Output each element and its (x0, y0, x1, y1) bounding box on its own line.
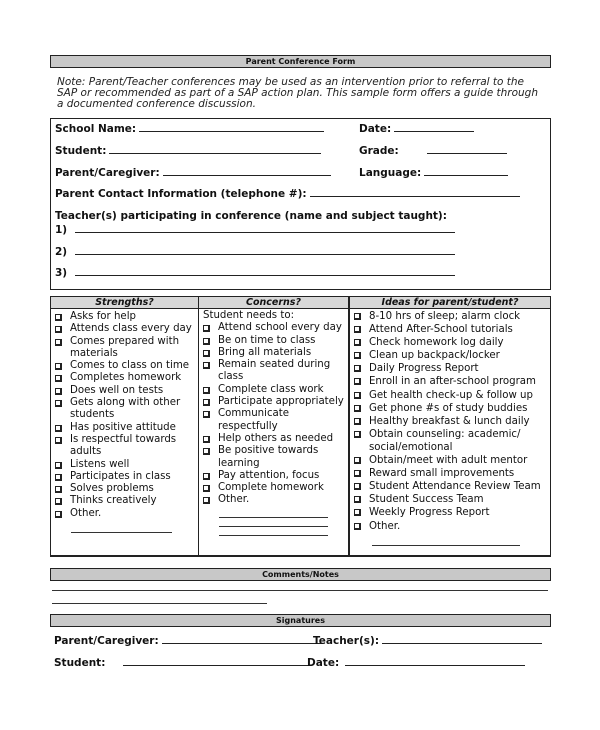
concerns-item[interactable] (203, 482, 348, 494)
checkbox-icon[interactable] (55, 400, 62, 407)
concerns-item[interactable] (203, 433, 348, 445)
item-label: Complete class work (218, 383, 324, 395)
checkbox-icon[interactable] (55, 326, 62, 333)
student-field[interactable] (55, 145, 321, 157)
label: Grade: (359, 145, 399, 157)
concerns-item[interactable] (203, 470, 348, 482)
ideas-item[interactable] (354, 336, 550, 349)
ideas-column (350, 297, 550, 555)
strengths-item[interactable] (55, 434, 198, 459)
checkbox-icon[interactable] (203, 411, 210, 418)
checkbox-icon[interactable] (55, 363, 62, 370)
school-name-field[interactable] (55, 123, 324, 135)
item-label: Get health check-up & follow up (369, 389, 533, 401)
comment-line[interactable] (52, 590, 548, 591)
item-label: Weekly Progress Report (369, 507, 490, 519)
teacher-signature-field[interactable] (313, 635, 542, 647)
checkbox-icon[interactable] (55, 425, 62, 432)
teacher-1-field[interactable] (55, 224, 455, 236)
item-label: Student Success Team (369, 494, 484, 506)
strengths-header: Strengths? (51, 297, 198, 309)
checkbox-icon[interactable] (55, 498, 62, 505)
ideas-item[interactable] (354, 349, 550, 362)
item-label: Healthy breakfast & lunch daily (369, 415, 530, 427)
checkbox-icon[interactable] (203, 338, 210, 345)
label: Student: (55, 145, 107, 157)
item-label: Other. (369, 520, 401, 532)
strengths-item[interactable] (55, 372, 198, 384)
strengths-column (51, 297, 199, 555)
item-label: Help others as needed (218, 432, 334, 444)
item-label: Solves problems (70, 483, 154, 495)
strengths-item[interactable] (55, 397, 198, 422)
item-label: Be positive towards learning (218, 445, 319, 469)
ideas-item[interactable] (354, 428, 550, 454)
parent-field[interactable] (55, 167, 331, 179)
label: Parent/Caregiver: (54, 635, 159, 647)
label: Parent/Caregiver: (55, 167, 160, 179)
checkbox-icon[interactable] (55, 314, 62, 321)
checkbox-icon[interactable] (354, 523, 361, 530)
label: Language: (359, 167, 422, 179)
checkbox-icon[interactable] (55, 388, 62, 395)
concerns-item[interactable] (203, 384, 348, 396)
item-label: Enroll in an after-school program (369, 376, 536, 388)
form-title: Parent Conference Form (50, 55, 551, 68)
checkbox-icon[interactable] (203, 387, 210, 394)
checkbox-icon[interactable] (354, 365, 361, 372)
ideas-item[interactable] (354, 402, 550, 415)
item-label: Be on time to class (218, 334, 316, 346)
concerns-item[interactable] (203, 347, 348, 359)
label: Date: (359, 123, 392, 135)
teachers-label: Teacher(s) participating in conference (name and subject taught): (55, 210, 447, 222)
teacher-2-field[interactable] (55, 246, 455, 258)
strengths-item[interactable] (55, 360, 198, 372)
checkbox-icon[interactable] (354, 326, 361, 333)
concerns-intro: Student needs to: (203, 310, 295, 321)
concerns-item[interactable] (203, 359, 348, 384)
item-label: Completes homework (70, 372, 182, 384)
item-label: Pay attention, focus (218, 469, 320, 481)
language-field[interactable] (359, 167, 508, 179)
date-field[interactable] (359, 123, 474, 135)
item-label: Communicate respectfully (218, 408, 290, 432)
strengths-item[interactable] (55, 323, 198, 335)
ideas-item[interactable] (354, 467, 550, 480)
item-label: Student Attendance Review Team (369, 481, 541, 493)
item-label: Comes prepared with materials (70, 335, 180, 359)
checkbox-icon[interactable] (203, 473, 210, 480)
item-label: Comes to class on time (70, 360, 190, 372)
item-label: Remain seated during class (218, 359, 331, 383)
label: Teacher(s): (313, 635, 380, 647)
label: Parent Contact Information (telephone #): (55, 188, 307, 200)
label: Date: (307, 657, 340, 669)
concerns-column (199, 297, 350, 555)
checkbox-icon[interactable] (55, 474, 62, 481)
checkbox-icon[interactable] (354, 483, 361, 490)
item-label: Attends class every day (70, 323, 192, 335)
item-label: Is respectful towards adults (70, 433, 177, 458)
ideas-item[interactable] (354, 506, 550, 519)
checklist-section (50, 296, 551, 557)
checkbox-icon[interactable] (203, 325, 210, 332)
checkbox-icon[interactable] (354, 496, 361, 503)
item-label: Get phone #s of study buddies (369, 402, 528, 414)
item-label: 8-10 hrs of sleep; alarm clock (369, 311, 521, 322)
item-label: Gets along with other students (70, 397, 181, 421)
ideas-item[interactable] (354, 520, 550, 533)
item-label: Does well on tests (70, 384, 164, 396)
checkbox-icon[interactable] (203, 485, 210, 492)
label: 1) (55, 224, 68, 236)
ideas-item[interactable] (354, 323, 550, 336)
label: 3) (55, 267, 68, 279)
comment-line[interactable] (52, 603, 267, 604)
checkbox-icon[interactable] (203, 399, 210, 406)
note-text: Note: Parent/Teacher conferences may be used as an intervention prior to referral to the SAP or recommended as part of a SAP action plan. This sample form offers a guide through a documented conference discussion. (57, 76, 538, 110)
item-label: Clean up backpack/locker (369, 350, 500, 362)
checkbox-icon[interactable] (354, 405, 361, 412)
checkbox-icon[interactable] (55, 339, 62, 346)
strengths-item[interactable] (55, 422, 198, 434)
item-label: Obtain counseling: academic/ social/emotional (369, 428, 521, 453)
strengths-item[interactable] (55, 483, 198, 495)
concerns-item[interactable] (203, 322, 348, 334)
checkbox-icon[interactable] (203, 350, 210, 357)
item-label: Listens well (70, 458, 130, 470)
label: 2) (55, 246, 68, 258)
checkbox-icon[interactable] (203, 436, 210, 443)
item-label: Obtain/meet with adult mentor (369, 455, 528, 467)
item-label: Asks for help (70, 311, 136, 322)
teacher-3-field[interactable] (55, 267, 455, 279)
comments-header: Comments/Notes (50, 568, 551, 581)
checkbox-icon[interactable] (55, 511, 62, 518)
checkbox-icon[interactable] (55, 486, 62, 493)
checkbox-icon[interactable] (354, 431, 361, 438)
signatures-header: Signatures (50, 614, 551, 627)
signature-date-field[interactable] (307, 657, 525, 669)
label: Student: (54, 657, 106, 669)
ideas-item[interactable] (354, 375, 550, 388)
concerns-item[interactable] (203, 445, 348, 470)
checkbox-icon[interactable] (55, 375, 62, 382)
checkbox-icon[interactable] (55, 437, 62, 444)
ideas-header: Ideas for parent/student? (350, 297, 550, 309)
item-label: Attend school every day (218, 322, 342, 334)
ideas-item[interactable] (354, 480, 550, 493)
checkbox-icon[interactable] (354, 418, 361, 425)
strengths-item[interactable] (55, 495, 198, 507)
checkbox-icon[interactable] (354, 392, 361, 399)
item-label: Thinks creatively (70, 495, 157, 507)
item-label: Other. (218, 494, 250, 506)
parent-signature-field[interactable] (54, 635, 322, 647)
ideas-item[interactable] (354, 389, 550, 402)
contact-field[interactable] (55, 188, 520, 200)
checkbox-icon[interactable] (203, 362, 210, 369)
checkbox-icon[interactable] (354, 313, 361, 320)
checkbox-icon[interactable] (354, 352, 361, 359)
checkbox-icon[interactable] (55, 462, 62, 469)
ideas-item[interactable] (354, 310, 550, 323)
item-label: Attend After-School tutorials (369, 324, 513, 336)
checkbox-icon[interactable] (354, 509, 361, 516)
info-section (50, 118, 551, 290)
concerns-header: Concerns? (199, 297, 348, 309)
item-label: Other. (70, 507, 102, 519)
item-label: Daily Progress Report (369, 363, 479, 375)
student-signature-field[interactable] (54, 657, 308, 669)
grade-field[interactable] (359, 145, 507, 157)
ideas-item[interactable] (354, 362, 550, 375)
ideas-item[interactable] (354, 454, 550, 467)
ideas-item[interactable] (354, 415, 550, 428)
item-label: Bring all materials (218, 346, 312, 358)
item-label: Reward small improvements (369, 468, 515, 480)
strengths-item[interactable] (55, 385, 198, 397)
item-label: Complete homework (218, 482, 324, 494)
strengths-item[interactable] (55, 508, 198, 520)
item-label: Participates in class (70, 470, 171, 482)
ideas-item[interactable] (354, 493, 550, 506)
concerns-item[interactable] (203, 494, 348, 506)
checkbox-icon[interactable] (203, 497, 210, 504)
strengths-item[interactable] (55, 471, 198, 483)
checkbox-icon[interactable] (203, 448, 210, 455)
strengths-item[interactable] (55, 336, 198, 361)
checkbox-icon[interactable] (354, 339, 361, 346)
item-label: Participate appropriately (218, 396, 344, 408)
concerns-item[interactable] (203, 408, 348, 433)
checkbox-icon[interactable] (354, 457, 361, 464)
concerns-item[interactable] (203, 335, 348, 347)
item-label: Has positive attitude (70, 421, 176, 433)
checkbox-icon[interactable] (354, 470, 361, 477)
concerns-item[interactable] (203, 396, 348, 408)
checkbox-icon[interactable] (354, 378, 361, 385)
item-label: Check homework log daily (369, 337, 504, 349)
label: School Name: (55, 123, 137, 135)
strengths-item[interactable] (55, 459, 198, 471)
strengths-item[interactable] (55, 311, 198, 323)
